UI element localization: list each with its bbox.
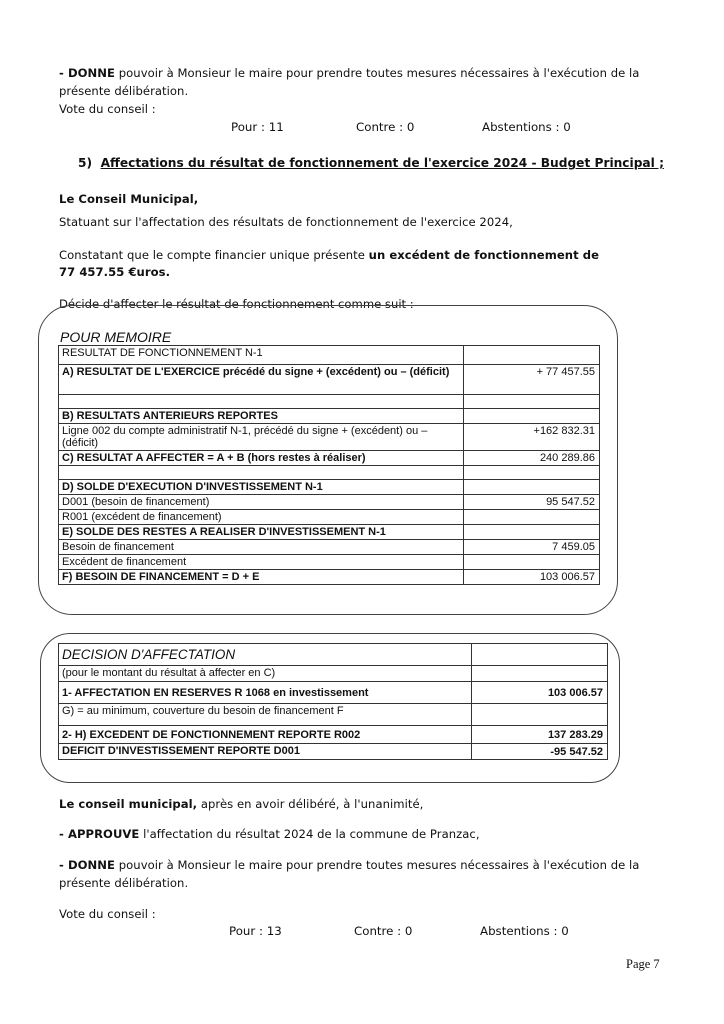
decision-r4-label: DEFICIT D'INVESTISSEMENT REPORTE D001 [59,744,472,760]
approuve-text: l'affectation du résultat 2024 de la commune de Pranzac, [139,827,480,841]
table-row [59,365,600,395]
vote-abstentions-top: Abstentions : 0 [482,120,571,134]
table-row [59,666,608,682]
table-row [59,346,600,365]
table-row [59,409,600,424]
decision-r1-value: 103 006.57 [472,682,608,704]
memoire-c-label: C) RESULTAT A AFFECTER = A + B (hors restes à réaliser) [59,451,464,466]
table-row [59,424,600,451]
vote-pour-top: Pour : 11 [231,120,284,134]
page-number: Page 7 [626,957,660,971]
memoire-f-value: 103 006.57 [464,570,600,585]
approuve-paragraph [59,827,480,841]
table-row [59,480,600,495]
donne-label: - DONNE [59,858,116,872]
memoire-e2-label: Excédent de financement [59,555,464,570]
vote-contre-bottom: Contre : 0 [354,924,413,938]
donne-text: pouvoir à Monsieur le maire pour prendre toutes mesures nécessaires à l'exécution de la [115,858,640,872]
table-row [59,644,608,666]
decide-text: Décide d'affecter le résultat de fonctionnement comme suit : [59,297,414,309]
memoire-d1-label: D001 (besoin de financement) [59,495,464,510]
decision-r1-label: 1- AFFECTATION EN RESERVES R 1068 en investissement [59,682,472,704]
decision-r4-value: -95 547.52 [472,744,608,760]
table-row [59,525,600,540]
memoire-d1-value: 95 547.52 [464,495,600,510]
memoire-f-label: F) BESOIN DE FINANCEMENT = D + E [59,570,464,585]
conseil-text: après en avoir délibéré, à l'unanimité, [197,797,424,811]
conseil-paragraph [59,797,423,811]
decision-table [58,643,608,760]
constatant-part-b: un excédent de fonctionnement de [368,248,600,262]
vote-label-top: Vote du conseil : [59,102,156,116]
table-row [59,395,600,409]
donne-label: - DONNE [59,66,116,80]
memoire-b2-value: +162 832.31 [464,424,600,451]
table-row [59,466,600,480]
constatant-part-a: Constatant que le compte financier unique présente [59,248,369,262]
decision-r3-value: 137 283.29 [472,726,608,744]
vote-contre-top: Contre : 0 [356,120,415,134]
table-row [59,682,608,704]
decision-r3-label: 2- H) EXCEDENT DE FONCTIONNEMENT REPORTE R002 [59,726,472,744]
statuant-text: Statuant sur l'affectation des résultats de fonctionnement de l'exercice 2024, [59,215,513,229]
vote-label-bottom: Vote du conseil : [59,907,156,921]
memoire-d-label: D) SOLDE D'EXECUTION D'INVESTISSEMENT N-1 [59,480,464,495]
memoire-e-label: E) SOLDE DES RESTES A REALISER D'INVESTISSEMENT N-1 [59,525,464,540]
memoire-title: POUR MEMOIRE [60,329,172,345]
donne-paragraph-top [59,66,639,80]
memoire-d2-label: R001 (excédent de financement) [59,510,464,525]
vote-abstentions-bottom: Abstentions : 0 [480,924,569,938]
donne-continuation-bottom: présente délibération. [59,876,189,890]
memoire-b-label: B) RESULTATS ANTERIEURS REPORTES [59,409,464,424]
table-row [59,495,600,510]
memoire-a-label: A) RESULTAT DE L'EXERCICE précédé du signe + (excédent) ou – (déficit) [59,365,464,395]
table-row [59,744,608,760]
decision-r0-label: (pour le montant du résultat à affecter en C) [59,666,472,682]
excedent-amount: 77 457.55 €uros. [59,265,171,279]
table-row [59,555,600,570]
section-heading [78,156,664,170]
memoire-e1-label: Besoin de financement [59,540,464,555]
memoire-r0-label: RESULTAT DE FONCTIONNEMENT N-1 [59,346,464,365]
conseil-label: Le conseil municipal, [59,797,198,811]
table-row [59,704,608,726]
section-title: Affectations du résultat de fonctionnement de l'exercice 2024 - Budget Principal ; [100,156,664,170]
decision-title: DECISION D'AFFECTATION [59,644,472,666]
table-row [59,540,600,555]
memoire-c-value: 240 289.86 [464,451,600,466]
memoire-b2-label: Ligne 002 du compte administratif N-1, précédé du signe + (excédent) ou – (déficit) [59,424,464,451]
table-row [59,510,600,525]
approuve-label: - APPROUVE [59,827,140,841]
table-row [59,570,600,585]
donne-paragraph-bottom [59,858,639,872]
decision-r2-label: G) = au minimum, couverture du besoin de financement F [59,704,472,726]
table-row [59,726,608,744]
vote-pour-bottom: Pour : 13 [229,924,282,938]
table-row [59,451,600,466]
donne-continuation-top: présente délibération. [59,84,189,98]
conseil-intro: Le Conseil Municipal, [59,192,199,206]
section-number: 5) [78,156,93,170]
constatant-text [59,248,599,262]
memoire-a-value: + 77 457.55 [464,365,600,395]
memoire-e1-value: 7 459.05 [464,540,600,555]
donne-text: pouvoir à Monsieur le maire pour prendre toutes mesures nécessaires à l'exécution de la [115,66,640,80]
memoire-table [58,345,600,585]
